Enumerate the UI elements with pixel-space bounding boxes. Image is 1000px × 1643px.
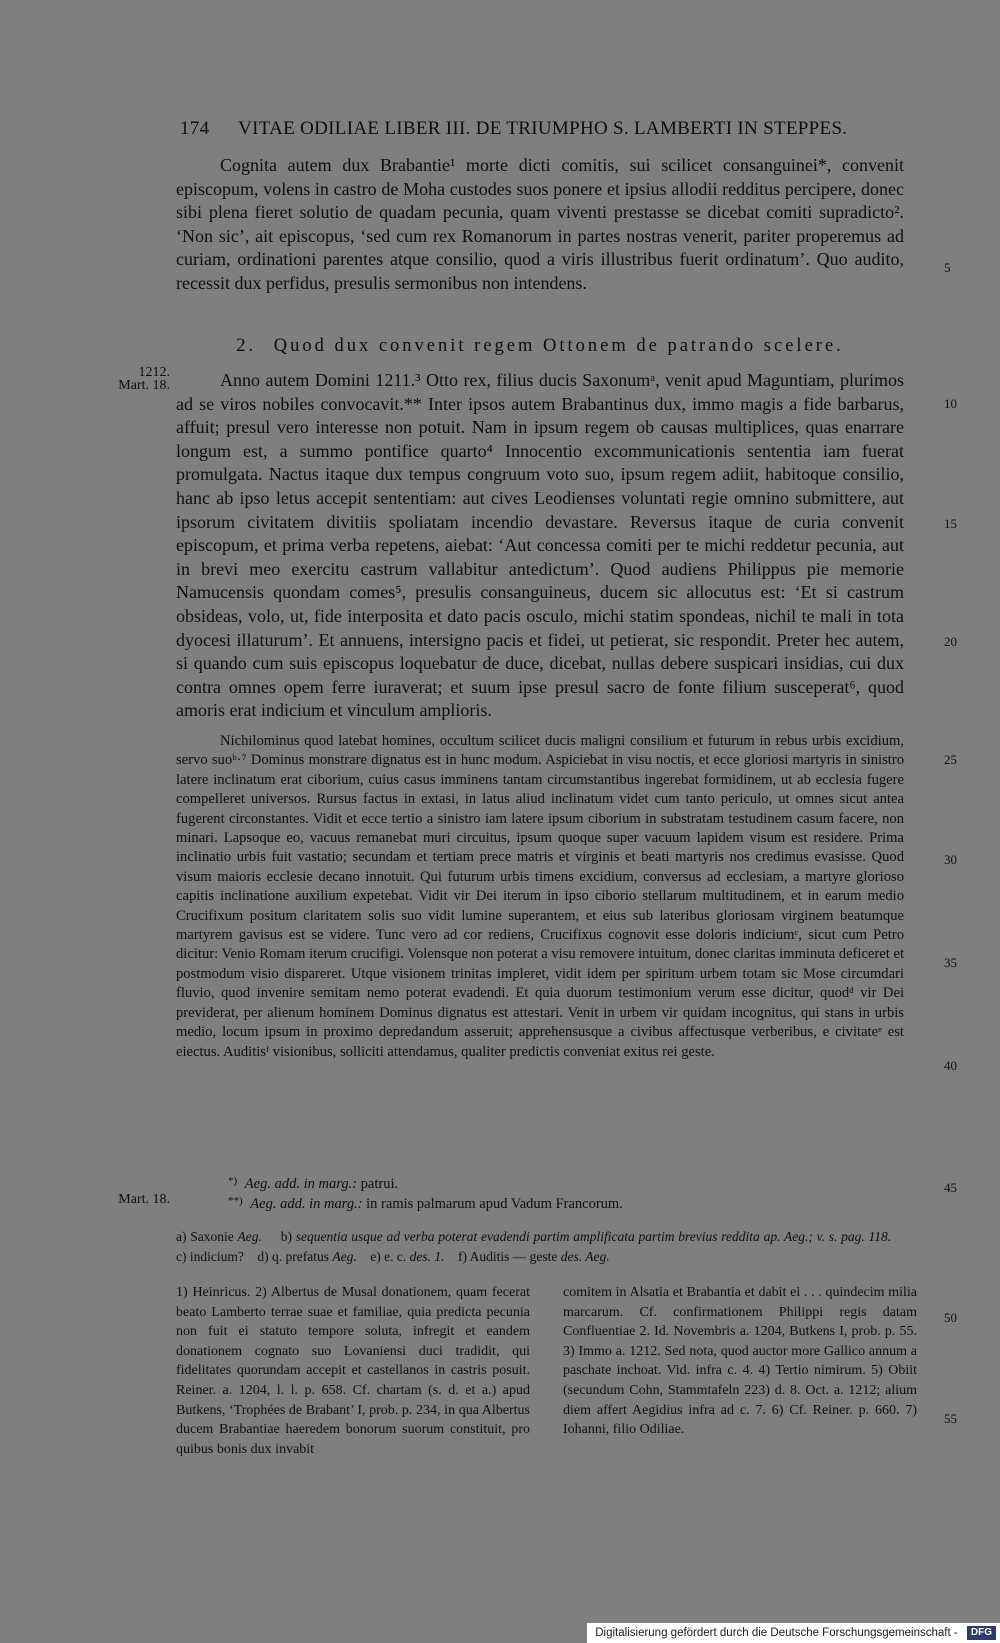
funding-banner [587,1623,1000,1643]
chapter-number: 2. [236,336,257,356]
variant-note-a: a) Saxonie [176,1229,234,1244]
line-number: 35 [944,955,957,970]
star-note-2 [176,1191,876,1214]
line-number: 45 [944,1180,957,1195]
line-number: 5 [944,260,951,275]
paragraph-2-block [176,369,904,723]
star-note-source: Aeg. add. in marg.: [244,1176,358,1192]
paragraph-2: Anno autem Domini 1211.³ Otto rex, filius ducis Saxonumᵃ, venit apud Maguntiam, plurimos ad se viros nobiles convocavit.** Inter ipsos autem Brabantinus dux, immo magis a fide barbarus, affuit; presul vero interesse non potuit. Nam in ipsum regem ob causas multiplices, quas enarrare longum est, a summo pontifice quarto⁴ Innocentio excommunicationis sententia iam fuerat promulgata. Nactus itaque dux tempus congruum voto suo, ipsum regem adiit, habitoque consilio, hanc ab ipso letus accepit sententiam: aut cives Leodienses voluntati regie omnino submittere, aut ipsorum civitatem divitiis spoliatam incendio devastare. Reversus itaque de curia convenit episcopum, et prima verba repetens, aiebat: ‘Aut concessa comiti per te michi reddetur pecunia, aut in brevi meo exercitu castrum vallabitur antedictum’. Quod audiens Philippus pie memorie Namucensis quondam comes⁵, presulis consanguineus, ducem sic allocutus est: ‘Et si castrum obsideas, volo, ut, fide interposita et dato pacis osculo, michi statim spondeas, nichil te mali in tota dyocesi illaturum’. Et annuens, intersigno pacis et fidei, ut petierat, sic respondit. Preter hec autem, si quando cum suis episcopus loquebatur de duce, dicebat, nullas debere suspicari insidias, cui dux contra omnes opem ferre iuraverat; et suum ipse presul sacro de fonte filium susceperat⁶, quod amoris erat indicium et vinculum amplioris. [176,370,904,721]
variant-note-d: d) q. prefatus [257,1248,329,1264]
variant-note-f: f) Auditis — geste [457,1248,558,1264]
variant-note-d-source: Aeg. [332,1248,357,1264]
star-note-mark: **) [228,1195,243,1207]
line-number: 10 [944,396,957,411]
funding-text: Digitalisierung gefördert durch die Deutsche Forschungsgemeinschaft - [595,1627,958,1639]
running-header [180,118,900,140]
margin-date-1 [106,366,170,392]
variant-note-a-source: Aeg. [237,1229,262,1244]
page-number: 174 [180,118,210,139]
footnotes-left-text: 1) Heinricus. 2) Albertus de Musal donationem, quam fecerat beato Lamberto terrae suae et familiae, quia predicta pecunia non fuit ei statuto tempore soluta, infregit et eandem donationem cognato suo Lovaniensi duci tradidit, qui fidelitates quorundam accepit et castellanos in castris posuit. Reiner. a. 1204, l. l. p. 658. Cf. chartam (s. d. et a.) apud Butkens, ‘Trophées de Brabant’ I, prob. p. 234, in qua Albertus ducem Brabantiae haeredem bonorum suorum constituit, pro quibus bonis dux invabit [176,1285,530,1457]
line-number: 30 [944,852,957,867]
margin-date-day-2: Mart. 18. [118,1192,170,1207]
star-note-text: patrui. [360,1176,399,1192]
variant-notes [176,1227,902,1266]
small-print-paragraph: Nichilominus quod latebat homines, occultum scilicet ducis maligni consilium et futurum in rebus urbis excidium, servo suoᵇ·⁷ Dominus monstrare dignatus est in hunc modum. Aspiciebat in visu noctis, et ecce gloriosi martyris in sinistro latere inclinatum erat ciborium, cuius casus imminens tantam circumstantibus ingerebat formidinem, ut ab ecclesia fugere compelleret universos. Rursus factus in extasi, in latus aliud inclinatum videt cum tanto periculo, ut omnes sicut antea fugerent circonstantes. Vidit et ecce tertio a sinistro iam latere ipsum ciborium in substratam testudinem casum facere, non minari. Lapsoque eo, vacuus remanebat muri circuitus, ipsum quoque super vacuum lapidem visum est residere. Prima inclinatio urbis fuit vastatio; secundam et tertiam prece matris et virginis et beati martyris nos credimus evasisse. Quod visum maioris ecclesie decano innotuit. Qui futurum urbis timens excidium, conversus ad ecclesiam, a martyre glorioso capitis inclinatione auxilium expetebat. Vidit vir Dei iterum in ipso ciborio stellarum multitudinem, et in earum medio Crucifixum positum claritatem solis suo vidit lumine superantem, et eius sub lateribus gloriosam virginem beatumque martyrem gavisus est se videre. Tunc vero ad cor rediens, Crucifixus cognovit esse doloris indiciumᶜ, sicut cum Petro dicitur: Venio Romam iterum crucifigi. Volensque non poterat a visu removere intuitum, donec claritas imminuta deficeret et postmodum visio dispareret. Utque visionem trinitas impleret, vidit idem per spiritum urbem totam sic Mose circumdari fluvio, quod invenire semitam nemo poterat evadendi. Et quia duorum testimonium verum esse dicitur, quodᵈ vir Dei previderat, per alienum hominem Dominus dignatus est attestari. Venit in urbem vir quidam incognitus, qui stans in urbis medio, locum ipsum in proximo depredandum asseruit; apprehensusque a civibus affectusque verberibus, e civitateᵉ est eiectus. Auditisᶠ visionibus, solliciti attendamus, qualiter predictis conveniat exitus rei geste. [176,733,904,1060]
margin-date-2 [106,1193,170,1206]
margin-date-year: 1212. [138,365,170,380]
variant-note-c: c) indicium? [176,1248,244,1264]
paragraph-1: Cognita autem dux Brabantie¹ morte dicti comitis, sui scilicet consanguinei*, convenit episcopum, volens in castro de Moha custodes suos ponere et ipsius allodii redditus percipere, donec sibi plena fieret solutio de quadam pecunia, quam viventi prestasse se dicebat comiti supradicto². ‘Non sic’, ait episcopus, ‘sed cum rex Romanorum in partes nostras venerit, pariter properemus ad curiam, ordinationi parentes atque consilio, quod a viris illustribus fuerit ordinatum’. Quo audito, recessit dux perfidus, presulis sermonibus non intendens. [176,155,904,293]
dfg-logo: DFG [967,1626,996,1640]
star-note-text: in ramis palmarum apud Vadum Francorum. [366,1196,623,1212]
margin-date-day: Mart. 18. [118,378,170,393]
chapter-heading [176,336,904,357]
variant-note-f-source: des. Aeg. [560,1248,610,1264]
small-print-block [176,732,904,1062]
star-note-mark: *) [228,1175,238,1187]
line-number: 40 [944,1058,957,1073]
line-number: 20 [944,634,957,649]
paragraph-1-block [176,154,904,296]
variant-note-e-source: des. 1. [409,1248,445,1264]
variant-note-e: e) e. c. [370,1248,407,1264]
line-number: 50 [944,1310,957,1325]
footnotes-right-column [563,1283,917,1440]
running-title: VITAE ODILIAE LIBER III. DE TRIUMPHO S. LAMBERTI IN STEPPES. [238,118,848,139]
chapter-title: Quod dux convenit regem Ottonem de patrando scelere. [273,336,844,356]
footnotes-left-column [176,1283,530,1459]
line-number: 55 [944,1411,957,1426]
variant-note-b: sequentia usque ad verba poterat evadendi partim amplificata partim brevius reddita ap. Aeg.; v. s. pag. 118. [295,1229,892,1244]
line-number: 15 [944,516,957,531]
star-note-source: Aeg. add. in marg.: [250,1196,363,1212]
line-number: 25 [944,752,957,767]
footnotes-right-text: comitem in Alsatia et Brabantia et dabit ei . . . quindecim milia marcarum. Cf. confirmationem Philippi regis datam Confluentiae 2. Id. Novembris a. 1204, Butkens I, prob. p. 55. 3) Immo a. 1212. Sed nota, quod auctor more Gallico annum a paschate inchoat. Vid. infra c. 4. 4) Tertio nimirum. 5) Obiit (secundum Cohn, Stammtafeln 223) d. 8. Oct. a. 1212; alium diem affert Aegidius infra ad c. 7. 6) Cf. Reiner. p. 660. 7) Iohanni, filio Odiliae. [563,1285,917,1438]
variant-note-b-label: b) [280,1229,292,1244]
